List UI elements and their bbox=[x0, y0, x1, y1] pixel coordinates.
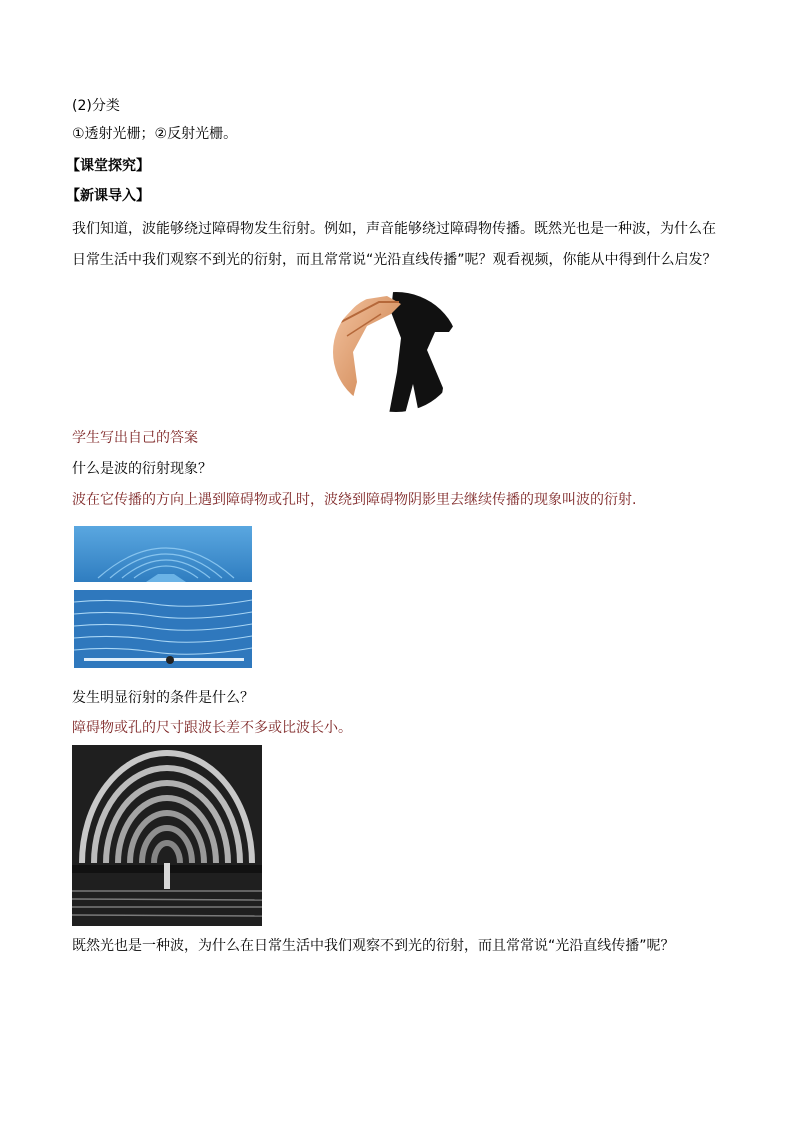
hand-shadow-image bbox=[331, 292, 461, 414]
question-diffraction: 什么是波的衍射现象？ bbox=[72, 461, 212, 477]
answer-diffraction: 波在它传播的方向上遇到障碍物或孔时，波绕到障碍物阴影里去继续传播的现象叫波的衍射. bbox=[72, 492, 637, 508]
question-light-diffraction: 既然光也是一种波，为什么在日常生活中我们观察不到光的衍射，而且常常说“光沿直线传播”呢？ bbox=[72, 938, 675, 954]
intro-paragraph-line-2: 日常生活中我们观察不到光的衍射，而且常常说“光沿直线传播”呢？观看视频，你能从中得到什么启发？ bbox=[72, 252, 717, 268]
intro-title: 【新课导入】 bbox=[66, 188, 150, 204]
ripple-tank-diffraction-image bbox=[72, 745, 262, 926]
question-condition: 发生明显衍射的条件是什么？ bbox=[72, 690, 254, 706]
water-wave-diffraction-image bbox=[74, 526, 252, 668]
answer-condition: 障碍物或孔的尺寸跟波长差不多或比波长小。 bbox=[72, 720, 352, 736]
grating-types: ①透射光栅；②反射光栅。 bbox=[72, 126, 238, 142]
classroom-title: 【课堂探究】 bbox=[66, 158, 150, 174]
section-heading: (2)分类 bbox=[72, 98, 120, 114]
student-answer-note: 学生写出自己的答案 bbox=[72, 430, 198, 446]
intro-paragraph-line-1: 我们知道，波能够绕过障碍物发生衍射。例如，声音能够绕过障碍物传播。既然光也是一种波，为什么在 bbox=[72, 221, 716, 237]
